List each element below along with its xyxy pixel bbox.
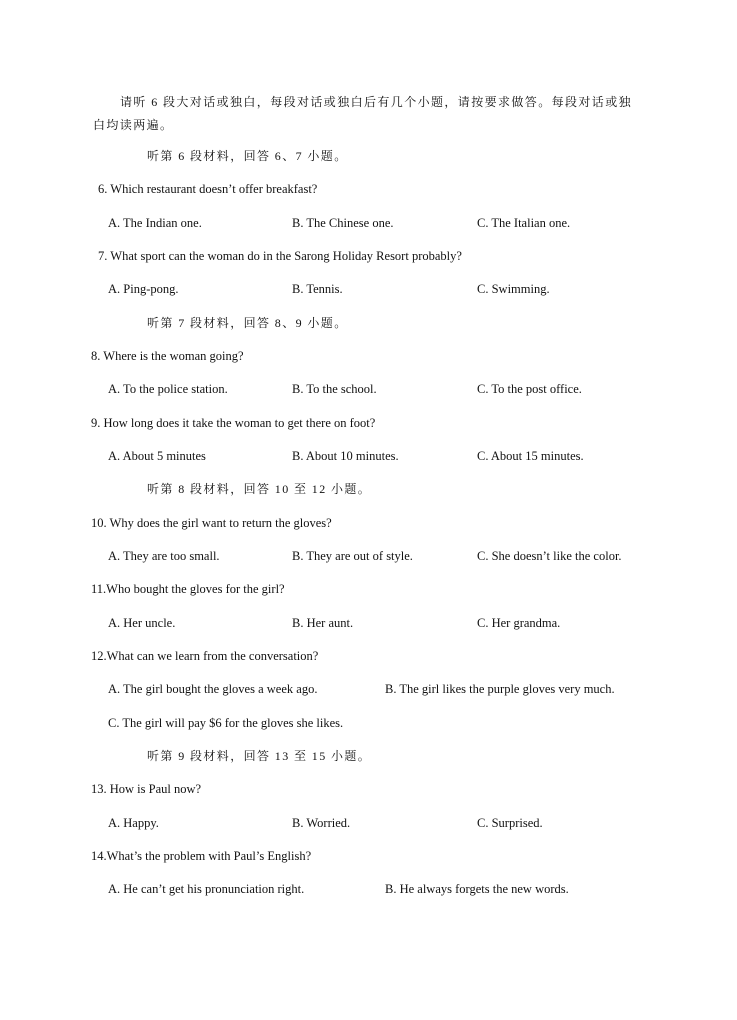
question-8: 8. Where is the woman going? (91, 349, 244, 363)
section-heading-9: 听第 9 段材料，回答 13 至 15 小题。 (147, 749, 372, 763)
section-heading-6: 听第 6 段材料，回答 6、7 小题。 (147, 149, 348, 163)
question-12-option-b: B. The girl likes the purple gloves very much. (385, 682, 615, 696)
question-13: 13. How is Paul now? (91, 782, 202, 796)
section-heading-8: 听第 8 段材料，回答 10 至 12 小题。 (147, 482, 372, 496)
question-14-option-a: A. He can’t get his pronunciation right. (108, 882, 305, 896)
question-14: 14.What’s the problem with Paul’s English? (91, 849, 312, 863)
question-6: 6. Which restaurant doesn’t offer breakfast? (98, 182, 318, 196)
question-12: 12.What can we learn from the conversation? (91, 649, 319, 663)
question-7-option-b: B. Tennis. (292, 282, 343, 296)
question-11-option-b: B. Her aunt. (292, 616, 354, 630)
section-heading-7: 听第 7 段材料，回答 8、9 小题。 (147, 316, 348, 330)
question-9-option-c: C. About 15 minutes. (477, 449, 584, 463)
question-10: 10. Why does the girl want to return the gloves? (91, 516, 332, 530)
question-8-option-a: A. To the police station. (108, 382, 228, 396)
question-10-option-a: A. They are too small. (108, 549, 220, 563)
question-11-option-a: A. Her uncle. (108, 616, 176, 630)
question-13-option-c: C. Surprised. (477, 816, 543, 830)
instructions-line-1: 请听 6 段大对话或独白，每段对话或独白后有几个小题，请按要求做答。每段对话或独 (120, 95, 633, 109)
question-8-option-c: C. To the post office. (477, 382, 582, 396)
question-8-option-b: B. To the school. (292, 382, 377, 396)
question-12-option-c: C. The girl will pay $6 for the gloves she likes. (108, 716, 344, 730)
question-9-option-a: A. About 5 minutes (108, 449, 206, 463)
question-9-option-b: B. About 10 minutes. (292, 449, 399, 463)
question-6-option-b: B. The Chinese one. (292, 216, 394, 230)
question-11-option-c: C. Her grandma. (477, 616, 561, 630)
question-12-option-a: A. The girl bought the gloves a week ago. (108, 682, 318, 696)
question-7: 7. What sport can the woman do in the Sarong Holiday Resort probably? (98, 249, 462, 263)
question-10-option-c: C. She doesn’t like the color. (477, 549, 622, 563)
question-10-option-b: B. They are out of style. (292, 549, 413, 563)
question-13-option-b: B. Worried. (292, 816, 351, 830)
question-6-option-c: C. The Italian one. (477, 216, 571, 230)
question-11: 11.Who bought the gloves for the girl? (91, 582, 285, 596)
instructions-line-2: 白均读两遍。 (93, 118, 174, 132)
question-7-option-c: C. Swimming. (477, 282, 550, 296)
question-7-option-a: A. Ping-pong. (108, 282, 179, 296)
question-14-option-b: B. He always forgets the new words. (385, 882, 569, 896)
question-6-option-a: A. The Indian one. (108, 216, 202, 230)
question-9: 9. How long does it take the woman to get there on foot? (91, 416, 376, 430)
question-13-option-a: A. Happy. (108, 816, 159, 830)
